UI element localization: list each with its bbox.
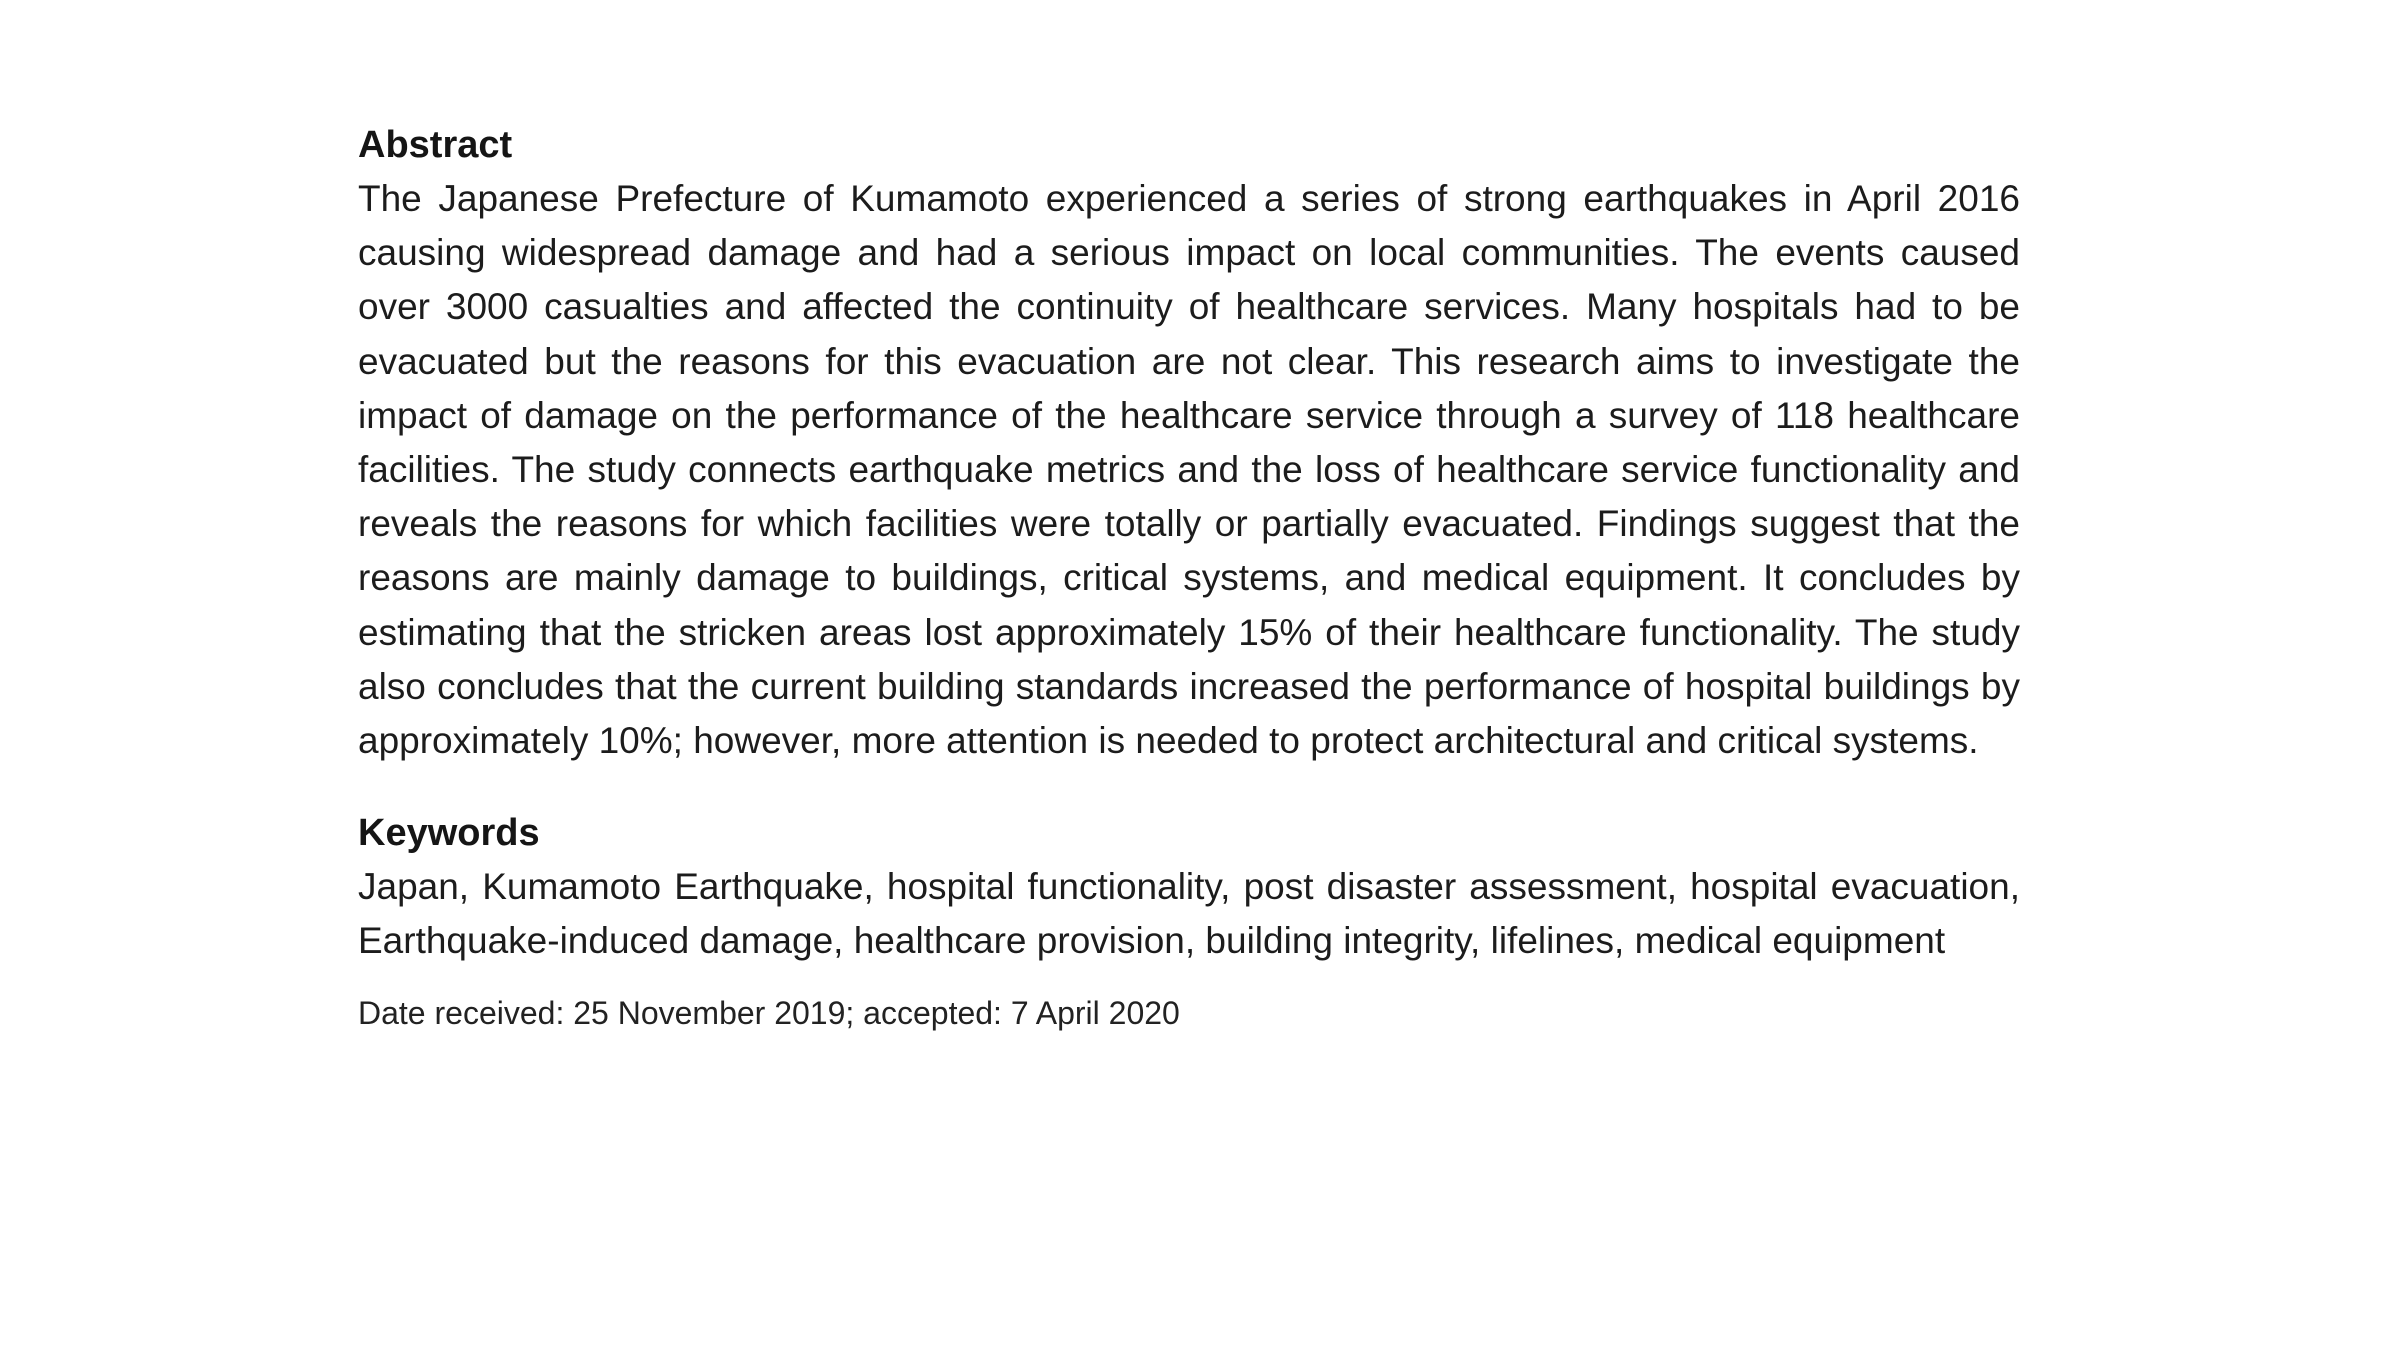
abstract-text: The Japanese Prefecture of Kumamoto experienced a series of strong earthquakes in April 2016 causing widespread damage and had a serious impact on local communities. The events caused over 3000 casualties and affected the continuity of healthcare services. Many hospitals had to be evacuated but the reasons for this evacuation are not clear. This research aims to investigate the impact of damage on the performance of the healthcare service through a survey of 118 healthcare facilities. The study connects earthquake metrics and the loss of healthcare service functionality and reveals the reasons for which facilities were totally or partially evacuated. Findings suggest that the reasons are mainly damage to buildings, critical systems, and medical equipment. It concludes by estimating that the stricken areas lost approximately 15% of their healthcare functionality. The study also concludes that the current building standards increased the performance of hospital buildings by approximately 10%; however, more attention is needed to protect architectural and critical systems. — [358, 178, 2020, 762]
abstract-heading: Abstract — [358, 124, 513, 166]
keywords-section — [358, 806, 2020, 968]
date-received: Date received: 25 November 2019; accepted: 7 April 2020 — [358, 994, 1180, 1031]
abstract-section — [358, 118, 2020, 1067]
keywords-text: Japan, Kumamoto Earthquake, hospital functionality, post disaster assessment, hospital evacuation, Earthquake-induced damage, healthcare provision, building integrity, lifelines, medical equipment — [358, 866, 2020, 962]
keywords-heading: Keywords — [358, 812, 540, 855]
